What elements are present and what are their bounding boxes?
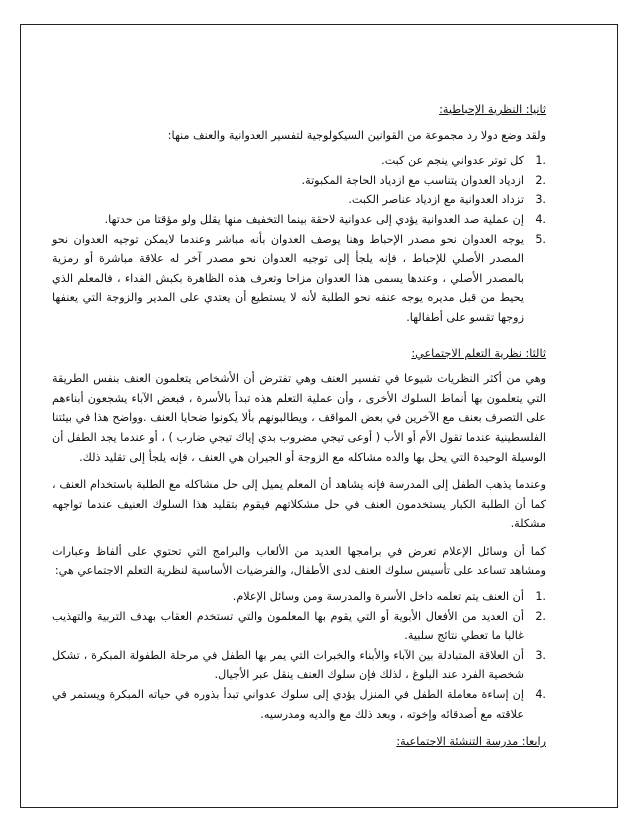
list-item <box>52 230 546 328</box>
section3-heading: ثالثا: نظرية التعلم الاجتماعي: <box>411 346 546 360</box>
list-item-text: تزداد العدوانية مع ازدياد عناصر الكبت. <box>348 193 524 207</box>
section2-intro: ولقد وضع دولا رد مجموعة من القوانين السيكولوجية لتفسير العدوانية والعنف منها: <box>167 128 546 142</box>
list-item-text: أن العديد من الأفعال الأبوية أو التي يقوم بها المعلمون والتي تستخدم العقاب بهدف التربية والتهذيب غالبا ما تعطي نتائج سلبية. <box>52 609 524 643</box>
list-item-text: إن إساءة معاملة الطفل في المنزل يؤدي إلى سلوك عدواني تبدأ بذوره في حياته المبكرة ويستمر في علاقته مع أصدقائه وإخوته ، وبعد ذلك مع والديه ومدرسيه. <box>52 688 524 721</box>
list-item-text: أن العلاقة المتبادلة بين الآباء والأبناء والخبرات التي يمر بها الطفل في مرحلة الطفولة المبكرة ، تشكل شخصية الفرد عند البلوغ ، لذلك فإن سلوك العنف ينقل عبر الأجيال. <box>52 648 524 682</box>
section4-heading: رابعا: مدرسة التنشئة الاجتماعية: <box>396 735 546 749</box>
list-item <box>52 685 546 724</box>
list-number: 4. <box>535 212 546 226</box>
list-number: 1. <box>535 590 546 604</box>
section3-paragraph-1: وهي من أكثر النظريات شيوعا في تفسير العنف وهي تفترض أن الأشخاص يتعلمون العنف بنفس الطريقة التي يتعلمون بها أنماط السلوك الأخرى ، وأن عملية التعلم هذه تبدأ بالأسرة ، فبعض الآباء يشجعون أبناءهم على التصرف بعنف مع الآخرين في بعض المواقف ، ويطالبونهم بألا يكونوا ضحايا العنف .وواضح هذا في بيئتنا الفلسطينية عندما تقول الأم أو الأب ( أوعى تيجي مضروب بدي إياك تيجي ضارب ) ، أو عندما يجد الطفل أن الوسيلة الوحيدة التي يحل بها والده مشاكله مع الزوجة أو الجيران هي العنف ، فإنه يلجأ إلى تقليد ذلك. <box>52 372 546 464</box>
document-body <box>52 100 546 758</box>
section3-paragraph-2: وعندما يذهب الطفل إلى المدرسة فإنه يشاهد أن المعلم يميل إلى حل مشاكله مع الطلبة باستخدام العنف ، كما أن الطلبة الكبار يستخدمون العنف في حل مشكلاتهم فيقوم بتقليد هذا السلوك العنيف عندما تواجهه مشكلة. <box>52 478 546 531</box>
list-item <box>52 646 546 685</box>
section2-list <box>52 151 546 327</box>
list-item <box>52 607 546 646</box>
list-item <box>52 190 546 210</box>
list-item <box>52 171 546 191</box>
section3-paragraph-3: كما أن وسائل الإعلام تعرض في برامجها العديد من الألعاب والبرامج التي تحتوي على ألفاظ وعبارات ومشاهد تساعد على تأسيس سلوك العنف لدى الأطفال، والفرضيات الأساسية لنظرية التعلم الاجتماعي هي: <box>52 544 546 578</box>
list-number: 3. <box>535 648 546 662</box>
list-item-text: أن العنف يتم تعلمه داخل الأسرة والمدرسة ومن وسائل الإعلام. <box>232 590 524 604</box>
list-number: 1. <box>535 154 546 168</box>
list-number: 4. <box>535 688 546 702</box>
list-item-text: يوجه العدوان نحو مصدر الإحباط وهنا يوصف العدوان بأنه مباشر وعندما لايمكن توجيه العدوان نحو المصدر الأصلي للإحباط ، فإنه يلجأ إلى توجيه العدوان نحو مصدر آخر له علاقة مباشرة أو رمزية بالمصدر الأصلي ، وعندها يسمى هذا العدوان مزاحا وتعرف هذه الظاهرة بكبش الفداء ، فالمعلم الذي يحيط من قبل مديره يوجه عنفه نحو الطلبة لأنه لا يستطيع أن يعتدي على المدير والزوجة التي يعنفها زوجها تقسو على أطفالها. <box>52 232 524 324</box>
section2-heading: ثانيا: النظرية الإحباطية: <box>439 103 546 116</box>
list-item <box>52 587 546 607</box>
list-number: 2. <box>535 173 546 187</box>
section3-list <box>52 587 546 724</box>
list-number: 3. <box>535 193 546 207</box>
list-item-text: كل توتر عدواني ينجم عن كبت. <box>381 154 524 168</box>
list-item-text: إن عملية صد العدوانية يؤدي إلى عدوانية لاحقة بينما التخفيف منها يقلل ولو مؤقتا من حدتها. <box>104 212 524 226</box>
list-number: 2. <box>535 609 546 623</box>
list-item <box>52 210 546 230</box>
list-number: 5. <box>535 232 546 246</box>
list-item <box>52 151 546 171</box>
list-item-text: ازدياد العدوان يتناسب مع ازدياد الحاجة المكبوتة. <box>301 173 524 187</box>
